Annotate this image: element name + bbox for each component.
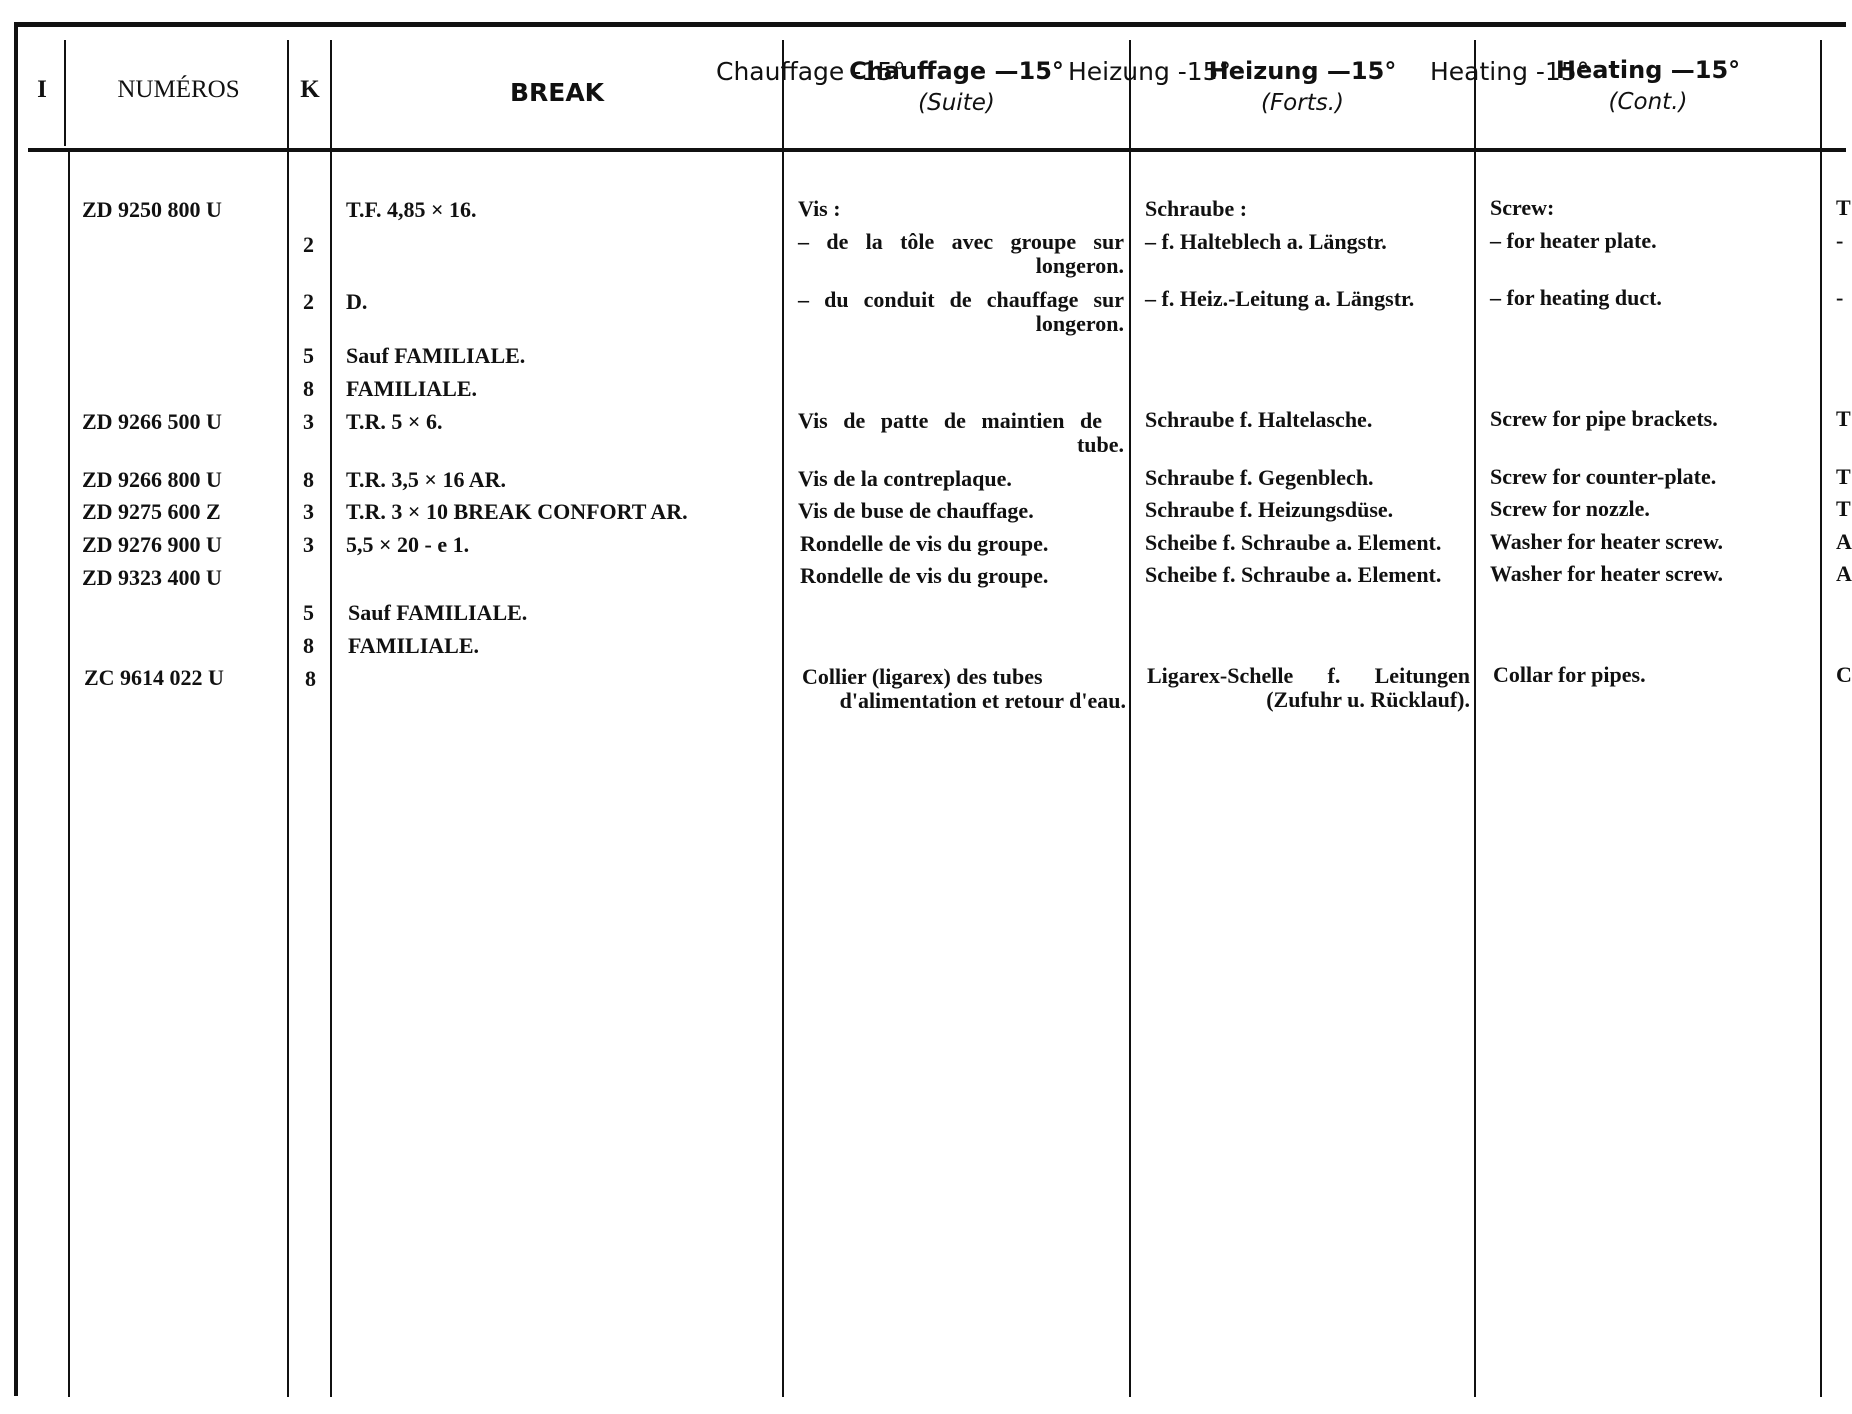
header-english-sub: (Cont.) (1608, 89, 1688, 115)
quantity-k: 3 (303, 409, 314, 434)
french-desc: Rondelle de vis du groupe. (800, 563, 1049, 588)
french-desc: Collier (ligarex) des tubes (802, 664, 1043, 689)
header-english-ghost: Heating -15° (1430, 57, 1590, 86)
edge-letter: - (1836, 285, 1844, 310)
german-desc: – f. Halteblech a. Längstr. (1145, 229, 1387, 254)
divider-french (1129, 40, 1131, 1397)
header-german-ghost: Heizung -15° (1068, 57, 1232, 86)
header-col-i: I (37, 76, 47, 103)
break-spec: T.R. 3 × 10 BREAK CONFORT AR. (346, 499, 688, 524)
header-col-break: BREAK (509, 78, 605, 107)
english-desc: Washer for heater screw. (1490, 529, 1723, 554)
quantity-k: 2 (303, 232, 314, 257)
english-desc: – for heater plate. (1490, 228, 1657, 253)
header-german-sub: (Forts.) (1260, 90, 1344, 116)
break-spec: T.R. 3,5 × 16 AR. (346, 467, 507, 492)
header-english-title: Heating —15° (1555, 56, 1741, 84)
quantity-k: 5 (303, 343, 314, 368)
german-desc: Schraube f. Heizungsdüse. (1145, 497, 1394, 522)
break-spec: T.R. 5 × 6. (346, 409, 443, 434)
edge-letter: A (1836, 529, 1852, 554)
part-number: ZC 9614 022 U (84, 665, 224, 690)
header-french-ghost: Chauffage -15° (716, 57, 906, 86)
break-spec: D. (346, 289, 368, 314)
french-desc: – du conduit de chauffage sur (798, 287, 1124, 312)
french-desc: Rondelle de vis du groupe. (800, 531, 1049, 556)
left-border (14, 26, 18, 1396)
divider-german (1474, 40, 1476, 1397)
part-number: ZD 9250 800 U (82, 197, 222, 222)
german-desc-cont: (Zufuhr u. Rücklauf). (1266, 687, 1470, 712)
quantity-k: 3 (303, 532, 314, 557)
divider-english (1820, 40, 1822, 1397)
header-german-title: Heizung —15° (1208, 57, 1397, 85)
break-spec: Sauf FAMILIALE. (348, 600, 528, 625)
part-number: ZD 9275 600 Z (82, 499, 221, 524)
edge-letter: - (1836, 228, 1844, 253)
divider-break (782, 40, 784, 1397)
part-number: ZD 9266 800 U (82, 467, 222, 492)
french-desc: – de la tôle avec groupe sur (798, 229, 1124, 254)
header-french-title: Chauffage —15° (849, 57, 1064, 85)
part-number: ZD 9266 500 U (82, 409, 222, 434)
edge-letter: T (1836, 496, 1851, 521)
header-rule (28, 148, 1846, 152)
divider-k (330, 40, 332, 1397)
english-desc: – for heating duct. (1490, 285, 1662, 310)
part-number: ZD 9323 400 U (82, 565, 222, 590)
english-desc: Washer for heater screw. (1490, 561, 1723, 586)
header-french-sub: (Suite) (918, 90, 995, 116)
quantity-k: 8 (305, 666, 316, 691)
edge-letter: T (1836, 195, 1851, 220)
english-desc: Screw for nozzle. (1490, 496, 1650, 521)
divider-numeros (287, 40, 289, 1397)
english-desc: Collar for pipes. (1493, 662, 1646, 687)
french-desc-cont: tube. (1076, 432, 1124, 457)
part-number: ZD 9276 900 U (82, 532, 222, 557)
divider-i-body (68, 152, 70, 1397)
german-desc: Ligarex-Schelle f. Leitungen (1147, 663, 1470, 688)
break-spec: FAMILIALE. (346, 376, 477, 401)
german-desc: Scheibe f. Schraube a. Element. (1145, 562, 1442, 587)
english-desc: Screw for counter-plate. (1490, 464, 1717, 489)
quantity-k: 2 (303, 289, 314, 314)
french-desc: Vis de patte de maintien de (798, 408, 1102, 433)
quantity-k: 8 (303, 633, 314, 658)
edge-letter: T (1836, 406, 1851, 431)
french-desc-cont: longeron. (1035, 253, 1124, 278)
edge-letter: T (1836, 464, 1851, 489)
quantity-k: 3 (303, 499, 314, 524)
break-spec: 5,5 × 20 - e 1. (346, 532, 470, 557)
german-desc: Schraube f. Gegenblech. (1145, 465, 1374, 490)
french-desc: Vis de la contreplaque. (798, 466, 1012, 491)
edge-letter: A (1836, 561, 1852, 586)
break-spec: T.F. 4,85 × 16. (346, 197, 477, 222)
french-desc: Vis : (798, 196, 841, 221)
english-desc: Screw: (1490, 195, 1555, 220)
german-desc: Schraube : (1145, 196, 1248, 221)
top-rule (14, 22, 1846, 27)
quantity-k: 8 (303, 376, 314, 401)
english-desc: Screw for pipe brackets. (1490, 406, 1718, 431)
quantity-k: 8 (303, 467, 314, 492)
header-col-k: K (300, 76, 320, 103)
divider-i (64, 40, 66, 146)
french-desc-cont: d'alimentation et retour d'eau. (839, 688, 1126, 713)
german-desc: – f. Heiz.-Leitung a. Längstr. (1145, 286, 1415, 311)
german-desc: Scheibe f. Schraube a. Element. (1145, 530, 1442, 555)
french-desc-cont: longeron. (1035, 311, 1124, 336)
french-desc: Vis de buse de chauffage. (798, 498, 1034, 523)
header-col-numeros: NUMÉROS (117, 76, 240, 103)
break-spec: FAMILIALE. (348, 633, 479, 658)
edge-letter: C (1836, 662, 1852, 687)
break-spec: Sauf FAMILIALE. (346, 343, 526, 368)
quantity-k: 5 (303, 600, 314, 625)
german-desc: Schraube f. Haltelasche. (1145, 407, 1373, 432)
